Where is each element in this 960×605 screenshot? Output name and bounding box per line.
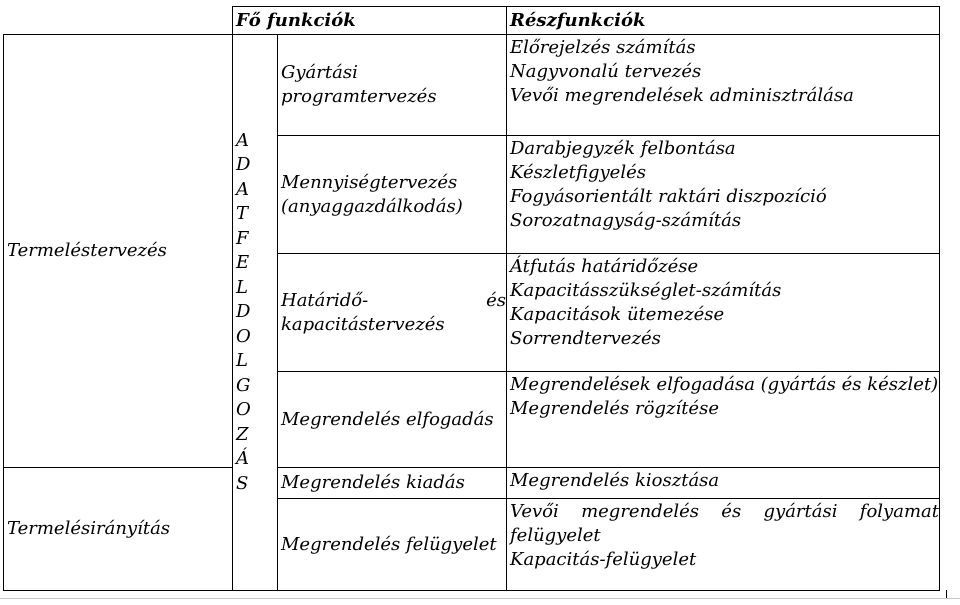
vertical-letter: D [236,154,251,176]
table-row [4,35,940,136]
vertical-letter: O [236,399,251,421]
main-function-cell [278,254,507,372]
vertical-letter: A [236,129,249,151]
table-row [4,468,940,499]
main-function-label: Megrendelés elfogadás [281,408,494,430]
sub-function-item: Sorrendtervezés [510,328,661,349]
header-row [4,7,940,35]
header-main-functions: Fő funkciók [233,7,507,35]
vertical-letter: Á [236,448,249,470]
page-bottom-divider [0,598,960,599]
page-corner-tick [946,590,947,598]
sub-function-item: Átfutás határidőzése [510,256,699,277]
sub-function-item: Megrendelések elfogadása (gyártás és készlet) [510,374,939,395]
sub-function-item: Fogyásorientált raktári diszpozíció [510,186,827,207]
sub-function-item: Készletfigyelés [510,162,646,183]
main-function-label: Gyártási programtervezés [281,62,437,107]
main-function-label: Mennyiségtervezés (anyaggazdálkodás) [281,171,463,217]
sub-function-item: Darabjegyzék felbontása [510,138,736,159]
main-function-cell [278,468,507,499]
vertical-letter: E [236,252,250,274]
vertical-letter: L [236,350,248,372]
sub-function-item: Kapacitás-felügyelet [510,549,697,570]
vertical-letter: G [236,374,251,396]
sub-function-item: Megrendelés kiosztása [510,470,720,491]
header-sub-functions: Részfunkciók [507,7,940,35]
group-label-termelesiranyitas: Termelésirányítás [4,468,233,591]
header-blank-cell [4,7,233,35]
vertical-letter: Z [236,423,249,445]
sub-function-item: Kapacitások ütemezése [510,304,725,325]
vertical-letter: O [236,325,251,347]
sub-function-cell [507,499,940,591]
function-table [3,6,940,591]
sub-function-cell [507,35,940,136]
main-function-label: Megrendelés felügyelet [281,533,497,555]
sub-function-cell [507,468,940,499]
sub-function-cell [507,136,940,254]
vertical-letter: F [236,227,249,249]
vertical-letter: T [236,203,249,225]
sub-function-item: Megrendelés rögzítése [510,398,719,419]
vertical-letter: L [236,276,248,298]
main-function-cell [278,372,507,468]
vertical-letter: D [236,301,251,323]
main-function-cell [278,35,507,136]
sub-function-cell [507,254,940,372]
main-function-cell [278,499,507,591]
sub-function-item: Vevői megrendelések adminisztrálása [510,85,854,106]
group-label-termelestervezes: Termeléstervezés [4,35,233,468]
sub-function-item: Kapacitásszükséglet-számítás [510,280,782,301]
main-function-label: Megrendelés kiadás [281,472,465,493]
sub-function-item: Előrejelzés számítás [510,37,696,58]
sub-function-item: Sorozatnagyság-számítás [510,210,742,231]
sub-function-item: Nagyvonalú tervezés [510,61,702,82]
sub-function-item: Vevői megrendelés és gyártási folyamat felügyelet [510,501,939,546]
main-function-label: Határidő- és kapacitástervezés [281,289,506,335]
vertical-letter: S [236,472,249,494]
main-function-cell [278,136,507,254]
sub-function-cell [507,372,940,468]
vertical-letter: A [236,178,249,200]
vertical-label-adatfeldolgozas [233,35,278,591]
